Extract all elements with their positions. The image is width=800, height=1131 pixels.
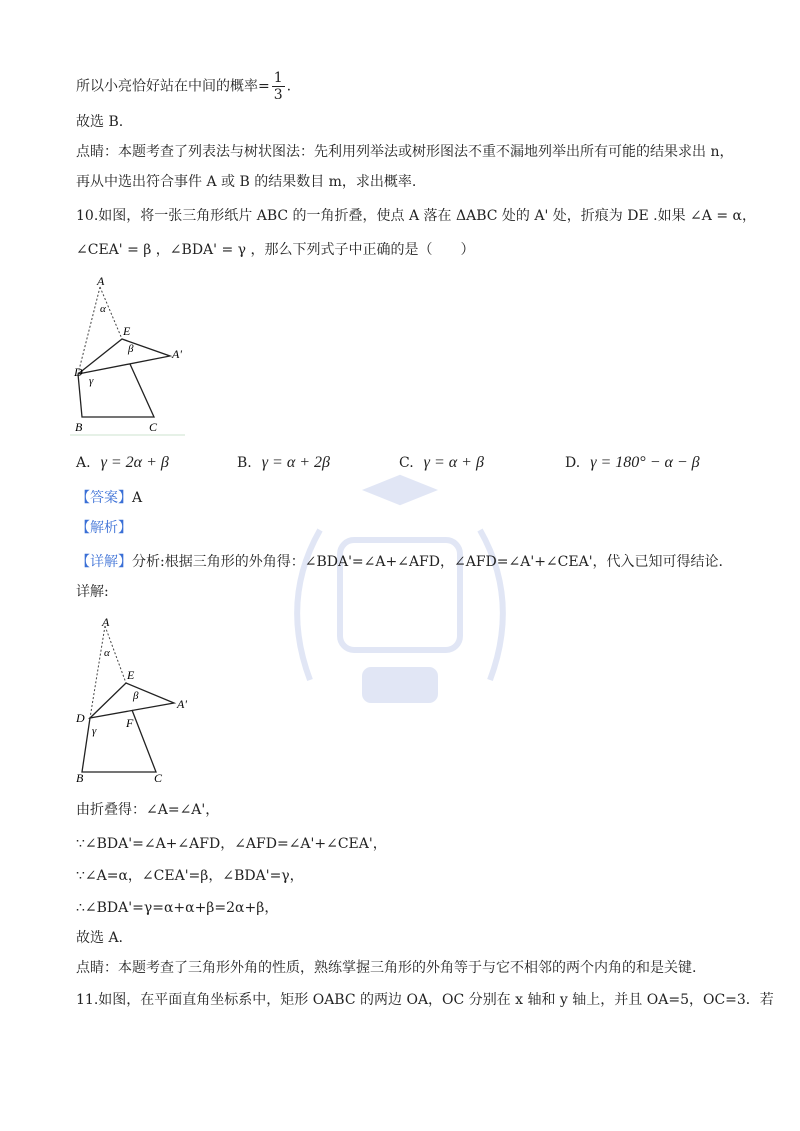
step-2: ∵∠BDA'=∠A+∠AFD，∠AFD=∠A'+∠CEA'， <box>76 836 387 852</box>
detail-text: 分析:根据三角形的外角得：∠BDA'=∠A+∠AFD，∠AFD=∠A'+∠CEA'，代入已知可得结论. <box>132 554 723 570</box>
fig1-label-B: B <box>75 420 83 434</box>
fig1-label-E: E <box>123 324 131 338</box>
answer-line <box>76 488 142 508</box>
analysis-line <box>76 518 132 538</box>
step-1: 由折叠得：∠A=∠A'， <box>76 802 220 818</box>
fraction-one-third <box>272 70 285 103</box>
step-4: ∴∠BDA'=γ=α+α+β=2α+β， <box>76 900 279 916</box>
fig2-label-A: A <box>102 615 110 629</box>
option-b-expr: γ = α + 2β <box>261 454 331 471</box>
prev-answer: 故选 B. <box>76 114 124 130</box>
probability-prefix: 所以小亮恰好站在中间的概率= <box>76 78 270 95</box>
fig2-label-E: E <box>127 668 135 682</box>
fig1-label-alpha: α <box>100 303 106 315</box>
answer-value: A <box>132 490 143 506</box>
option-c-expr: γ = α + β <box>423 454 484 471</box>
q10-stem-line-1: 10.如图，将一张三角形纸片 ABC 的一角折叠，使点 A 落在 ΔABC 处的 A' 处，折痕为 DE .如果 ∠A = α， <box>76 208 756 224</box>
fig1-label-gamma: γ <box>89 375 94 387</box>
fig1-label-A-prime: A' <box>172 347 182 361</box>
option-d-label: D. <box>565 455 581 471</box>
option-b[interactable] <box>237 453 330 473</box>
option-a-expr: γ = 2α + β <box>100 454 169 471</box>
fig2-label-C: C <box>154 771 163 784</box>
fig1-label-beta: β <box>128 343 134 355</box>
option-a-label: A. <box>76 455 91 471</box>
step-3: ∵∠A=α，∠CEA'=β，∠BDA'=γ， <box>76 868 304 884</box>
detail-line <box>76 552 723 572</box>
fraction-denominator: 3 <box>273 87 283 103</box>
answer-tag: 【答案】 <box>76 490 132 506</box>
fig1-label-D: D <box>74 365 83 379</box>
option-d-expr: γ = 180° − α − β <box>590 454 700 471</box>
option-a[interactable] <box>76 453 169 473</box>
q10-choose: 故选 A. <box>76 930 124 946</box>
prev-comment-line-1: 点睛：本题考查了列表法与树状图法：先利用列举法或树形图法不重不漏地列举出所有可能的结果求出 n， <box>76 144 734 160</box>
q10-stem-line-2: ∠CEA' = β ，∠BDA' = γ ，那么下列式子中正确的是（ ） <box>76 242 475 258</box>
option-b-label: B. <box>237 455 252 471</box>
fraction-numerator: 1 <box>273 70 283 86</box>
fig1-label-C: C <box>149 420 158 434</box>
q10-figure-1 <box>70 272 200 440</box>
fig2-label-beta: β <box>133 690 139 702</box>
fig2-label-F: F <box>126 716 134 730</box>
q11-stem-line-1: 11.如图，在平面直角坐标系中，矩形 OABC 的两边 OA，OC 分别在 x 轴和 y 轴上，并且 OA=5，OC=3．若 <box>76 992 774 1008</box>
fig1-label-A: A <box>97 274 105 288</box>
detail-tag: 【详解】 <box>76 554 132 570</box>
fig2-label-B: B <box>76 771 84 784</box>
watermark-logo <box>270 470 530 730</box>
option-d[interactable] <box>565 453 700 473</box>
fig2-label-alpha: α <box>104 647 110 659</box>
option-c[interactable] <box>399 453 484 473</box>
option-c-label: C. <box>399 455 414 471</box>
fig2-label-gamma: γ <box>92 725 97 737</box>
analysis-tag: 【解析】 <box>76 520 132 536</box>
fig2-label-D: D <box>76 711 85 725</box>
fig2-label-A-prime: A' <box>177 697 187 711</box>
probability-suffix: . <box>286 78 292 95</box>
probability-line <box>76 70 291 103</box>
q10-comment: 点睛：本题考查了三角形外角的性质，熟练掌握三角形的外角等于与它不相邻的两个内角的和是关键. <box>76 960 697 976</box>
q10-figure-2 <box>70 612 200 784</box>
xiangjie-label: 详解: <box>76 584 109 600</box>
prev-comment-line-2: 再从中选出符合事件 A 或 B 的结果数目 m，求出概率. <box>76 174 417 190</box>
